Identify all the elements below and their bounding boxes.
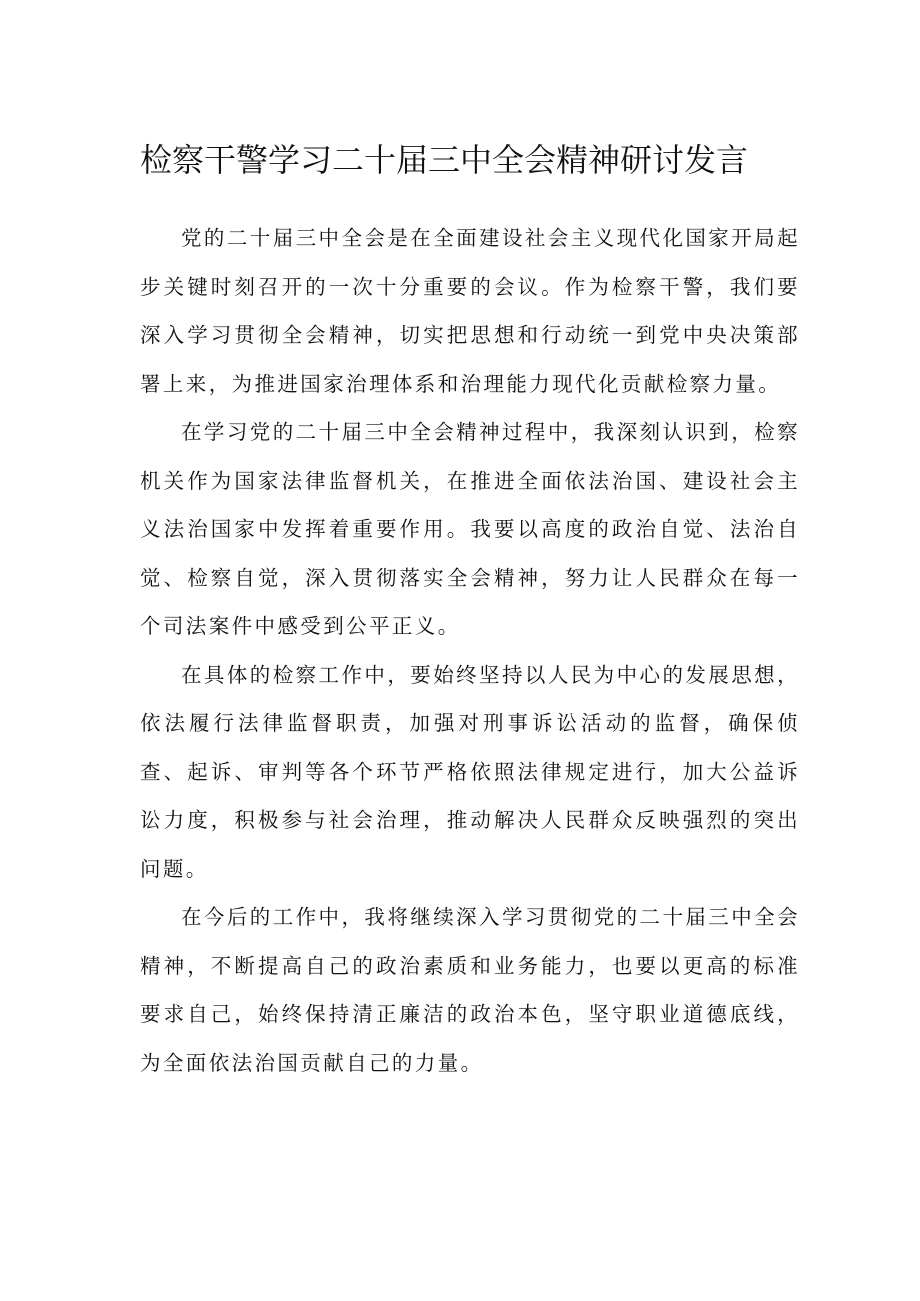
paragraph-4: 在今后的工作中，我将继续深入学习贯彻党的二十届三中全会精神，不断提高自己的政治素质和业务能力，也要以更高的标准要求自己，始终保持清正廉洁的政治本色，坚守职业道德底线，为全面依法治国贡献自己的力量。 [140,905,800,1075]
document-title: 检察干警学习二十届三中全会精神研讨发言 [140,141,749,179]
paragraph-1: 党的二十届三中全会是在全面建设社会主义现代化国家开局起步关键时刻召开的一次十分重要的会议。作为检察干警，我们要深入学习贯彻全会精神，切实把思想和行动统一到党中央决策部署上来，为推进国家治理体系和治理能力现代化贡献检察力量。 [140,226,800,396]
paragraph-2: 在学习党的二十届三中全会精神过程中，我深刻认识到，检察机关作为国家法律监督机关，在推进全面依法治国、建设社会主义法治国家中发挥着重要作用。我要以高度的政治自觉、法治自觉、检察自觉，深入贯彻落实全会精神，努力让人民群众在每一个司法案件中感受到公平正义。 [140,420,800,638]
paragraph-3: 在具体的检察工作中，要始终坚持以人民为中心的发展思想，依法履行法律监督职责，加强对刑事诉讼活动的监督，确保侦查、起诉、审判等各个环节严格依照法律规定进行，加大公益诉讼力度，积极参与社会治理，推动解决人民群众反映强烈的突出问题。 [140,662,800,881]
document-body [140,214,800,1087]
